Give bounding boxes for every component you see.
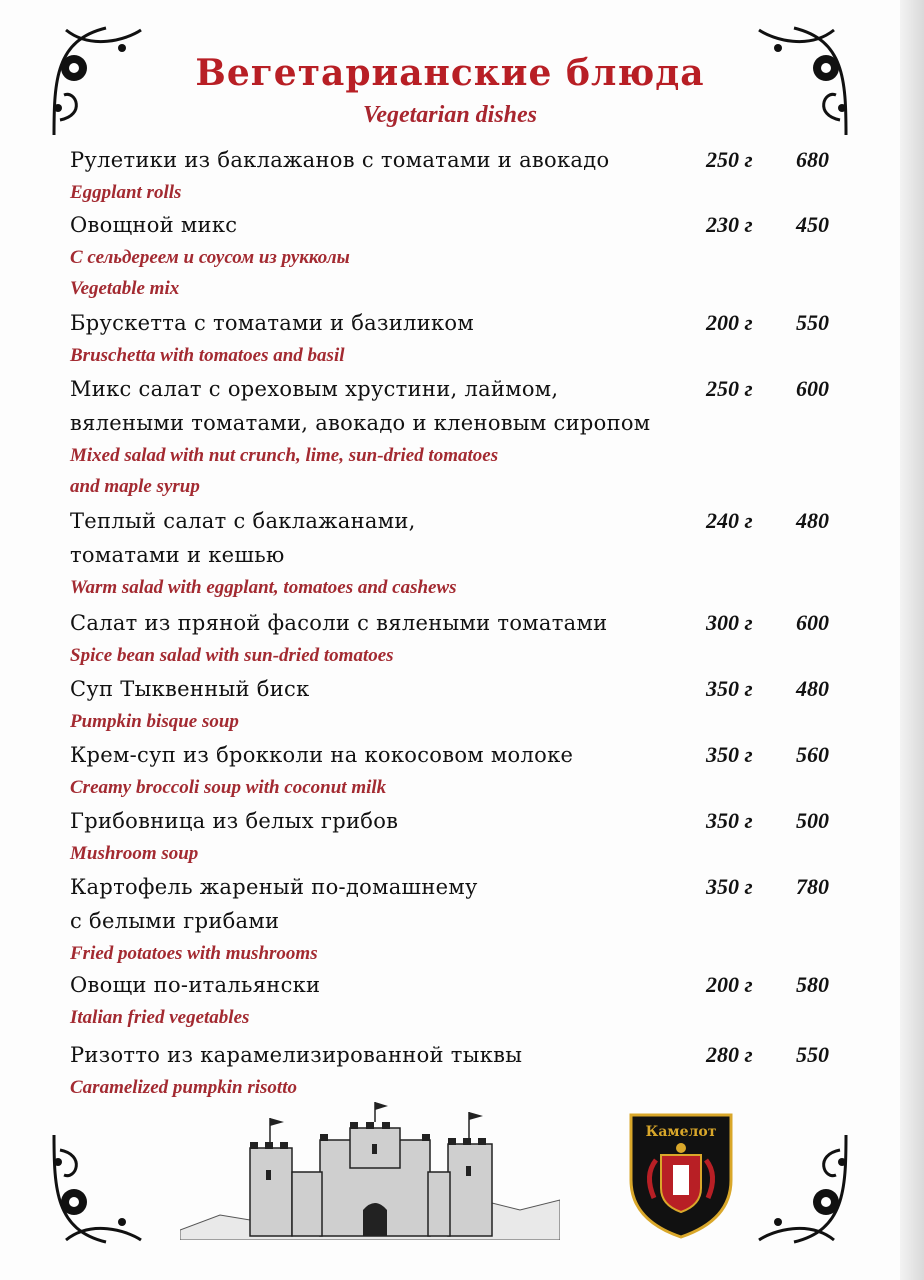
item-name-ru: Суп Тыквенный биск xyxy=(70,677,310,701)
item-price: 560 xyxy=(796,742,829,767)
item-name-en: Caramelized pumpkin risotto xyxy=(70,1077,297,1098)
item-price: 500 xyxy=(796,808,829,833)
menu-item xyxy=(70,968,850,1033)
item-weight: 230 г xyxy=(706,212,753,237)
item-price: 480 xyxy=(796,508,829,533)
item-price: 450 xyxy=(796,212,829,237)
item-price: 480 xyxy=(796,676,829,701)
item-weight: 350 г xyxy=(706,742,753,767)
item-name-en: Mushroom soup xyxy=(70,843,199,864)
menu-item xyxy=(70,870,850,969)
item-weight: 350 г xyxy=(706,676,753,701)
item-name-ru: Овощи по-итальянски xyxy=(70,973,321,997)
item-name-en: Eggplant rolls xyxy=(70,182,182,203)
item-weight: 240 г xyxy=(706,508,753,533)
item-name-en: Pumpkin bisque soup xyxy=(70,711,239,732)
menu-item xyxy=(70,372,850,502)
menu-item xyxy=(70,804,850,869)
castle-illustration-icon xyxy=(180,1100,560,1240)
menu-item xyxy=(70,672,850,737)
coat-of-arms-logo-icon xyxy=(626,1110,736,1240)
item-name-ru: Салат из пряной фасоли с вялеными томатами xyxy=(70,611,608,635)
item-weight: 300 г xyxy=(706,610,753,635)
item-weight: 250 г xyxy=(706,147,753,172)
item-name-ru: Теплый салат с баклажанами, xyxy=(70,509,416,533)
item-weight: 200 г xyxy=(706,310,753,335)
corner-ornament-icon xyxy=(46,20,146,140)
page-title: Вегетарианские блюда xyxy=(195,52,705,94)
item-weight: 280 г xyxy=(706,1042,753,1067)
item-price: 780 xyxy=(796,874,829,899)
item-name-ru: Рулетики из баклажанов с томатами и авокадо xyxy=(70,148,610,172)
item-name-en: Fried potatoes with mushrooms xyxy=(70,943,318,964)
corner-ornament-icon xyxy=(754,20,854,140)
item-name-ru: Грибовница из белых грибов xyxy=(70,809,399,833)
menu-item xyxy=(70,143,850,208)
item-description: С сельдереем и соусом из рукколы xyxy=(70,247,350,268)
menu-item xyxy=(70,1038,850,1103)
item-name-ru: Брускетта с томатами и базиликом xyxy=(70,311,474,335)
item-name-en: Vegetable mix xyxy=(70,278,180,299)
item-price: 600 xyxy=(796,610,829,635)
item-price: 680 xyxy=(796,147,829,172)
item-name-en: Warm salad with eggplant, tomatoes and cashews xyxy=(70,577,457,598)
corner-ornament-icon xyxy=(46,1130,146,1250)
item-price: 600 xyxy=(796,376,829,401)
item-name-ru-line2: томатами и кешью xyxy=(70,543,285,567)
item-name-en: Creamy broccoli soup with coconut milk xyxy=(70,777,387,798)
item-weight: 350 г xyxy=(706,808,753,833)
item-price: 550 xyxy=(796,310,829,335)
item-weight: 200 г xyxy=(706,972,753,997)
item-name-ru: Крем-суп из брокколи на кокосовом молоке xyxy=(70,743,574,767)
menu-item xyxy=(70,306,850,371)
menu-item xyxy=(70,738,850,803)
page-subtitle: Vegetarian dishes xyxy=(362,102,538,128)
menu-item xyxy=(70,208,850,304)
item-name-ru: Картофель жареный по-домашнему xyxy=(70,875,478,899)
item-name-en: Spice bean salad with sun-dried tomatoes xyxy=(70,645,394,666)
item-price: 580 xyxy=(796,972,829,997)
item-name-en: Italian fried vegetables xyxy=(70,1007,250,1028)
item-name-ru-line2: вялеными томатами, авокадо и кленовым сиропом xyxy=(70,411,651,435)
page-edge-shadow xyxy=(900,0,924,1280)
item-name-ru: Микс салат с ореховым хрустини, лаймом, xyxy=(70,377,559,401)
item-name-en: Bruschetta with tomatoes and basil xyxy=(70,345,345,366)
corner-ornament-icon xyxy=(754,1130,854,1250)
menu-item xyxy=(70,606,850,671)
item-price: 550 xyxy=(796,1042,829,1067)
item-name-ru: Овощной микс xyxy=(70,213,238,237)
item-name-en: Mixed salad with nut crunch, lime, sun-dried tomatoes xyxy=(70,445,499,466)
logo-text: Камелот xyxy=(645,1124,717,1140)
item-weight: 250 г xyxy=(706,376,753,401)
item-name-en-line2: and maple syrup xyxy=(70,476,200,497)
item-name-ru-line2: с белыми грибами xyxy=(70,909,280,933)
item-weight: 350 г xyxy=(706,874,753,899)
item-name-ru: Ризотто из карамелизированной тыквы xyxy=(70,1043,523,1067)
menu-item xyxy=(70,504,850,603)
